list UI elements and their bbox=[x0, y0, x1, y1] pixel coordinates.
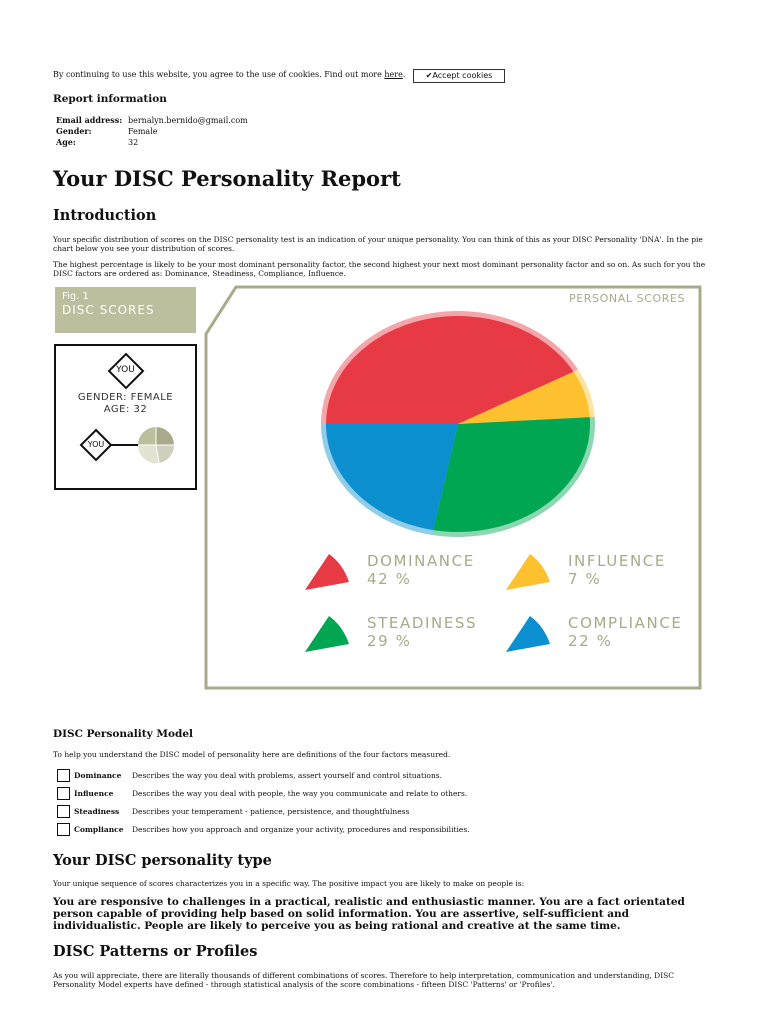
model-intro: To help you understand the DISC model of personality here are definitions of the four factors measured. bbox=[53, 750, 451, 759]
legend-wedge-icon bbox=[303, 612, 351, 658]
pie-slice-steadiness bbox=[433, 417, 590, 532]
legend-label: DOMINANCE bbox=[367, 552, 475, 570]
personality-type-intro: Your unique sequence of scores characterizes you in a specific way. The positive impact you are likely to make on people is: bbox=[53, 879, 525, 888]
personality-type-heading: Your DISC personality type bbox=[53, 852, 272, 869]
checkbox[interactable] bbox=[57, 769, 70, 782]
legend-swatch bbox=[305, 554, 349, 590]
checkbox[interactable] bbox=[57, 805, 70, 818]
personal-scores-title: PERSONAL SCORES bbox=[569, 292, 686, 305]
check-icon: ✔ bbox=[425, 71, 433, 80]
model-key: Compliance bbox=[74, 825, 124, 834]
figure-number: Fig. 1 bbox=[62, 291, 89, 302]
introduction-paragraph-1: Your specific distribution of scores on the DISC personality test is an indication of your unique personality. You can think of this as your DISC Personality 'DNA'. In the pie chart below you see your distribution of scores. bbox=[53, 235, 703, 253]
legend-swatch bbox=[305, 616, 349, 652]
gender-line: GENDER: FEMALE bbox=[77, 392, 174, 403]
model-desc: Describes the way you deal with problems, assert yourself and control situations. bbox=[132, 771, 443, 780]
patterns-text: As you will appreciate, there are literally thousands of different combinations of scores. Therefore to help interpretation, communication and understanding, DISC Personality Model experts have defined - through statistical analysis of the score combinations - fifteen DISC 'Patterns' or 'Profiles'. bbox=[53, 971, 675, 989]
checkbox[interactable] bbox=[57, 787, 70, 800]
legend-swatch bbox=[506, 554, 550, 590]
legend-value: 42 % bbox=[367, 570, 412, 588]
model-row-compliance bbox=[57, 823, 470, 836]
info-key: Age: bbox=[56, 137, 76, 147]
info-value: bernalyn.bernido@gmail.com bbox=[128, 116, 248, 125]
you-label: YOU bbox=[116, 365, 135, 375]
legend-wedge-icon bbox=[504, 550, 552, 596]
legend-label: INFLUENCE bbox=[568, 552, 666, 570]
info-key: Email address: bbox=[56, 115, 123, 125]
legend-swatch bbox=[506, 616, 550, 652]
legend-label: COMPLIANCE bbox=[568, 614, 683, 632]
cookie-period: . bbox=[402, 70, 406, 79]
personality-type-description: You are responsive to challenges in a practical, realistic and enthusiastic manner. You are a fact orientated person capable of providing help based on solid information. You are assertive, self-sufficient and individualistic. People are likely to perceive you as being rational and creative at the same time. bbox=[53, 896, 685, 932]
model-desc: Describes your temperament - patience, persistence, and thoughtfulness bbox=[132, 807, 410, 816]
checkbox[interactable] bbox=[57, 823, 70, 836]
model-key: Dominance bbox=[74, 771, 122, 780]
legend-wedge-icon bbox=[303, 550, 351, 596]
info-key: Gender: bbox=[56, 126, 92, 136]
model-row-influence bbox=[57, 787, 467, 800]
page-title: Your DISC Personality Report bbox=[53, 166, 401, 191]
legend-label: STEADINESS bbox=[367, 614, 478, 632]
accept-cookies-label: Accept cookies bbox=[432, 71, 493, 80]
age-line: AGE: 32 bbox=[103, 404, 148, 415]
figure-title: DISC SCORES bbox=[62, 303, 155, 317]
legend-value: 29 % bbox=[367, 632, 412, 650]
model-heading: DISC Personality Model bbox=[53, 728, 194, 740]
model-key: Influence bbox=[74, 789, 114, 798]
model-desc: Describes how you approach and organize your activity, procedures and responsibilities. bbox=[132, 825, 470, 834]
model-row-steadiness bbox=[57, 805, 409, 818]
legend-value: 22 % bbox=[568, 632, 613, 650]
legend-wedge-icon bbox=[504, 612, 552, 658]
patterns-heading: DISC Patterns or Profiles bbox=[53, 943, 258, 960]
introduction-heading: Introduction bbox=[53, 207, 157, 224]
model-desc: Describes the way you deal with people, the way you communicate and relate to others. bbox=[132, 789, 468, 798]
cookie-text: By continuing to use this website, you agree to the use of cookies. Find out more bbox=[53, 70, 382, 79]
model-key: Steadiness bbox=[74, 807, 120, 816]
cookie-more-link[interactable]: here bbox=[384, 70, 403, 79]
model-row-dominance bbox=[57, 769, 442, 782]
you-small-label: YOU bbox=[87, 440, 105, 449]
info-value: 32 bbox=[128, 138, 139, 147]
info-value: Female bbox=[128, 127, 158, 136]
legend-value: 7 % bbox=[568, 570, 602, 588]
report-info-heading: Report information bbox=[53, 93, 167, 105]
introduction-paragraph-2: The highest percentage is likely to be your most dominant personality factor, the second highest your next most dominant personality factor and so on. As such for you the DISC factors are ordered as: Dominance, Steadiness, Compliance, Influence. bbox=[53, 260, 706, 278]
